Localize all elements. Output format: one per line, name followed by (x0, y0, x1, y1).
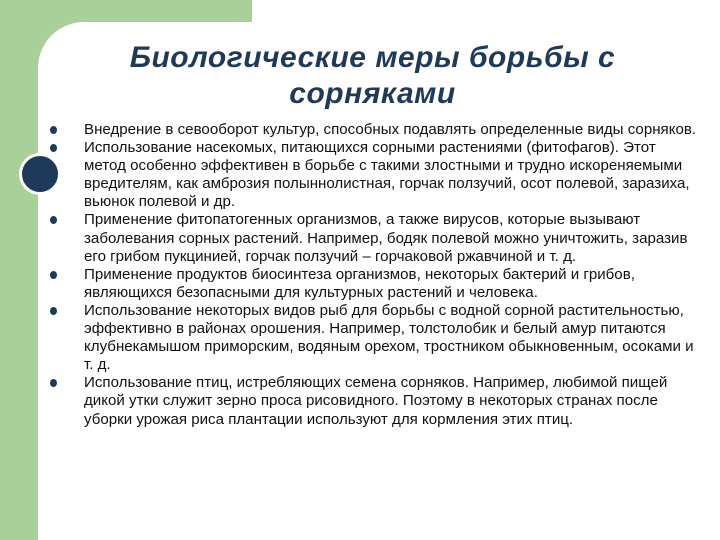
list-item-text: Использование некоторых видов рыб для борьбы с водной сорной растительностью, эффективно в районах орошения. Например, толстолобик и белый амур питаются клубнекамышом приморским, водяным орехом, тростником обыкновенным, осоками и т. д. (84, 301, 694, 374)
list-item-text: Использование птиц, истребляющих семена сорняков. Например, любимой пищей дикой утки служит зерно проса рисовидного. Поэтому в некоторых странах после уборки урожая риса плантации используют для кормления этих птиц. (84, 374, 668, 428)
bullet-icon (50, 307, 57, 315)
bullet-icon (50, 126, 57, 134)
list-item-text: Внедрение в севооборот культур, способных подавлять определенные виды сорняков. (84, 121, 697, 138)
bullet-icon (50, 271, 57, 279)
slide-title: Биологические меры борьбы с сорняками (129, 41, 616, 110)
list-item-text: Применение фитопатогенных организмов, а также вирусов, которые вызывают заболевания сорных растений. Например, бодяк полевой можно уничтожить, заразив его грибом пукцинией, горчак ползучий – горчаковой ржавчиной и т. д. (84, 211, 688, 265)
bullet-icon (50, 379, 57, 387)
bullet-icon (50, 216, 57, 224)
list-item-text: Использование насекомых, питающихся сорными растениями (фитофагов). Этот метод особенно эффективен в борьбе с такими злостными и трудно искореняемыми вредителям, как амброзия полыннолистная, горчак ползучий, осот полевой, заразиха, вьюнок полевой и др. (84, 139, 690, 211)
list-item (48, 302, 698, 374)
list-item (48, 374, 698, 428)
bullet-icon (50, 144, 57, 152)
list-item (48, 121, 698, 139)
list-item-text: Применение продуктов биосинтеза организмов, некоторых бактерий и грибов, являющихся безопасными для культурных растений и человека. (84, 265, 635, 301)
list-item (48, 139, 698, 211)
bullet-list (48, 121, 698, 429)
list-item (48, 211, 698, 265)
list-item (48, 266, 698, 302)
